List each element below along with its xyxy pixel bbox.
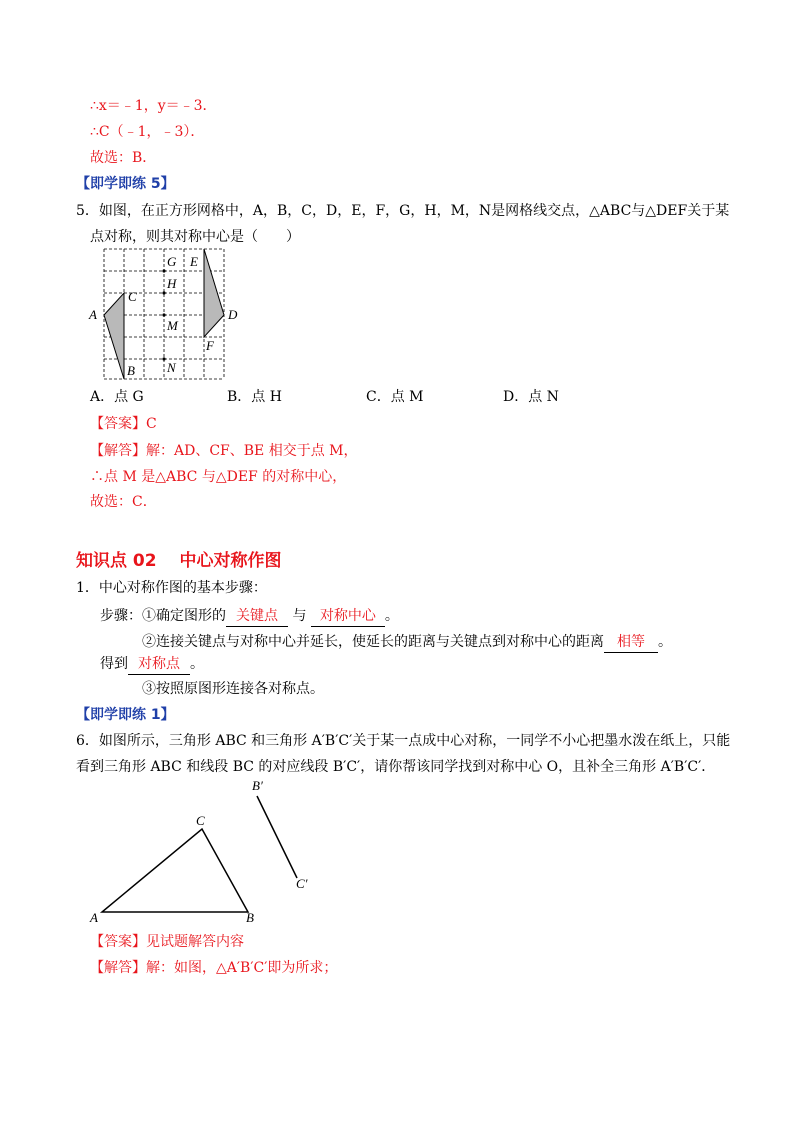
blank-equal: 相等: [604, 632, 658, 653]
option-a: A．点 G: [90, 389, 144, 405]
step-1: [100, 606, 399, 627]
item-1: 1．中心对称作图的基本步骤：: [76, 580, 267, 596]
label-a2: A: [90, 910, 98, 925]
triangle-abc-outline: [102, 829, 248, 912]
question-5-line-2: 点对称，则其对称中心是（ ）: [90, 229, 300, 245]
label-b: B: [127, 363, 135, 378]
grid-figure: [86, 244, 246, 384]
practice-tag-5: 【即学即练 5】: [76, 176, 175, 192]
solution-line-choice: 故选：B．: [90, 150, 157, 166]
answer-5: 【答案】C: [90, 416, 157, 432]
step-2: [142, 632, 672, 653]
question-6-line-2: 看到三角形 ABC 和线段 BC 的对应线段 B′C′，请你帮该同学找到对称中心 O，且补全三角形 A′B′C′．: [76, 759, 716, 775]
step-1-prefix: 步骤：①确定图形的: [100, 608, 226, 624]
label-f: F: [206, 338, 214, 353]
triangle-abc: [104, 293, 124, 379]
blank-key-point: 关键点: [226, 606, 288, 627]
label-b2: B: [246, 910, 254, 925]
solution-line-point-c: ∴C（﹣1，﹣3）．: [90, 124, 205, 140]
analysis-6: 【解答】解：如图，△A′B′C′即为所求；: [90, 960, 338, 976]
segment-b-prime-c-prime: [257, 796, 297, 878]
option-d: D．点 N: [503, 389, 559, 405]
point-g: [162, 269, 165, 272]
analysis-5-line-2: ∴点 M 是△ABC 与△DEF 的对称中心，: [90, 469, 347, 485]
step-2-result-period: 。: [190, 656, 204, 672]
blank-symmetry-center: 对称中心: [311, 606, 385, 627]
practice-tag-1: 【即学即练 1】: [76, 707, 175, 723]
question-5-line-1: 5．如图，在正方形网格中，A，B，C，D，E，F，G，H，M，N是网格线交点，△ABC与△DEF关于某: [76, 203, 730, 219]
analysis-5-line-1: 【解答】解：AD、CF、BE 相交于点 M，: [90, 443, 358, 459]
section-heading-02: 知识点 02 中心对称作图: [76, 551, 282, 571]
label-c-prime: C′: [296, 876, 308, 891]
label-h: H: [167, 276, 177, 291]
label-c2: C: [196, 813, 205, 828]
solution-line-xy: ∴x＝﹣1，y＝﹣3．: [90, 98, 217, 114]
option-b: B．点 H: [227, 389, 282, 405]
answer-6: 【答案】见试题解答内容: [90, 934, 244, 950]
point-n: [162, 357, 165, 360]
label-n: N: [167, 360, 176, 375]
step-3: ③按照原图形连接各对称点。: [142, 681, 324, 697]
label-b-prime: B′: [252, 778, 263, 793]
triangle-figure: [86, 776, 326, 926]
label-m: M: [167, 318, 178, 333]
conjunction-and: 与: [292, 608, 307, 624]
label-e: E: [190, 254, 198, 269]
get-prefix: 得到: [100, 656, 128, 672]
point-m: [162, 313, 165, 316]
label-a: A: [89, 307, 97, 322]
step-2-period: 。: [658, 634, 672, 650]
label-c: C: [128, 289, 137, 304]
option-c: C．点 M: [366, 389, 424, 405]
question-6-line-1: 6．如图所示，三角形 ABC 和三角形 A′B′C′关于某一点成中心对称，一同学不小心把墨水泼在纸上，只能: [76, 733, 731, 749]
label-d: D: [228, 307, 238, 322]
step-2-text: ②连接关键点与对称中心并延长，使延长的距离与关键点到对称中心的距离: [142, 634, 604, 650]
label-g: G: [167, 254, 177, 269]
blank-symmetric-point: 对称点: [128, 654, 190, 675]
step-1-period: 。: [384, 608, 399, 624]
step-2-result: [100, 654, 204, 675]
analysis-5-line-3: 故选：C．: [90, 494, 157, 510]
point-h: [162, 291, 165, 294]
